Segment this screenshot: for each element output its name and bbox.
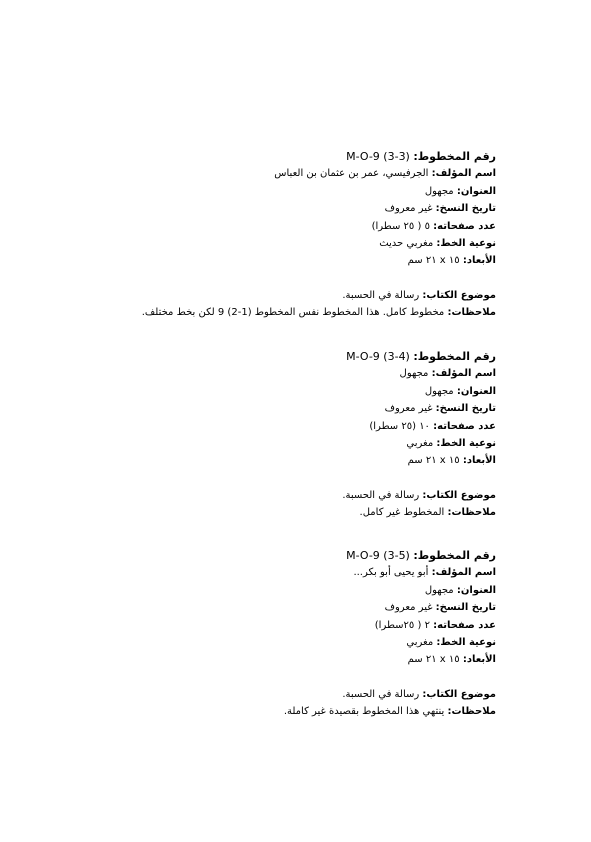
subject-label: موضوع الكتاب: xyxy=(422,289,496,301)
manuscript-record-1 xyxy=(76,148,496,322)
script-type-row xyxy=(76,435,496,452)
script-type-value: مغربي حديث xyxy=(379,238,434,250)
subject-value: رسالة في الحسبة. xyxy=(342,289,420,301)
notes-label: ملاحظات: xyxy=(447,507,496,519)
title-row xyxy=(76,582,496,599)
script-type-row xyxy=(76,235,496,252)
dimensions-label: الأبعاد: xyxy=(462,255,496,267)
subject-row xyxy=(76,487,496,504)
notes-row xyxy=(76,504,496,521)
subject-value: رسالة في الحسبة. xyxy=(342,688,420,700)
script-type-value: مغربي xyxy=(406,637,434,649)
title-value: مجهول xyxy=(424,185,454,197)
notes-value: ينتهي هذا المخطوط بقصيدة غير كاملة. xyxy=(283,706,445,718)
copy-date-value: غير معروف xyxy=(384,403,433,415)
manuscript-record-2 xyxy=(76,348,496,522)
author-value: مجهول xyxy=(399,368,429,380)
dimensions-value: ١٥ x ٢١ سم xyxy=(407,654,460,666)
title-value: مجهول xyxy=(424,584,454,596)
title-row xyxy=(76,383,496,400)
dimensions-row xyxy=(76,452,496,469)
title-value: مجهول xyxy=(424,385,454,397)
script-type-label: نوعية الخط: xyxy=(436,637,496,649)
dimensions-row xyxy=(76,252,496,269)
author-label: اسم المؤلف: xyxy=(431,168,496,180)
copy-date-label: تاريخ النسخ: xyxy=(435,403,496,415)
notes-label: ملاحظات: xyxy=(447,706,496,718)
notes-value: المخطوط غير كامل. xyxy=(359,507,445,519)
dimensions-row xyxy=(76,651,496,668)
title-row xyxy=(76,183,496,200)
script-type-label: نوعية الخط: xyxy=(436,238,496,250)
manuscript-number-row xyxy=(76,148,496,165)
author-value: أبو يحيى أبو بكر... xyxy=(353,567,429,579)
manuscript-number-row xyxy=(76,547,496,564)
notes-row xyxy=(76,304,496,321)
subject-row xyxy=(76,686,496,703)
pages-value: ٢ ( ٢٥سطرا) xyxy=(374,619,430,631)
title-label: العنوان: xyxy=(456,385,496,397)
pages-label: عدد صفحاته: xyxy=(433,220,496,232)
pages-value: ١٠ (٢٥ سطرا) xyxy=(369,420,430,432)
manuscript-number-label: رقم المخطوط: xyxy=(413,350,496,363)
pages-row xyxy=(76,617,496,634)
notes-row xyxy=(76,703,496,720)
script-type-label: نوعية الخط: xyxy=(436,438,496,450)
author-row xyxy=(76,365,496,382)
dimensions-value: ١٥ x ٢١ سم xyxy=(407,255,460,267)
title-label: العنوان: xyxy=(456,584,496,596)
manuscript-number-value: M-O-9 (3-3) xyxy=(346,150,410,163)
manuscript-number-label: رقم المخطوط: xyxy=(413,549,496,562)
copy-date-label: تاريخ النسخ: xyxy=(435,602,496,614)
copy-date-row xyxy=(76,200,496,217)
manuscript-record-3 xyxy=(76,547,496,721)
copy-date-label: تاريخ النسخ: xyxy=(435,203,496,215)
author-row xyxy=(76,165,496,182)
subject-label: موضوع الكتاب: xyxy=(422,688,496,700)
author-value: الجرفيسي، عمر بن عثمان بن العباس xyxy=(274,168,429,180)
notes-label: ملاحظات: xyxy=(447,307,496,319)
script-type-value: مغربي xyxy=(406,438,434,450)
copy-date-value: غير معروف xyxy=(384,203,433,215)
pages-row xyxy=(76,418,496,435)
manuscript-number-label: رقم المخطوط: xyxy=(413,150,496,163)
notes-value: مخطوط كامل. هذا المخطوط نفس المخطوط (1-2) 9 لكن بخط مختلف. xyxy=(141,307,445,319)
copy-date-value: غير معروف xyxy=(384,602,433,614)
author-label: اسم المؤلف: xyxy=(431,368,496,380)
dimensions-value: ١٥ x ٢١ سم xyxy=(407,455,460,467)
script-type-row xyxy=(76,634,496,651)
pages-label: عدد صفحاته: xyxy=(433,420,496,432)
author-row xyxy=(76,564,496,581)
pages-label: عدد صفحاته: xyxy=(433,619,496,631)
dimensions-label: الأبعاد: xyxy=(462,455,496,467)
author-label: اسم المؤلف: xyxy=(431,567,496,579)
manuscript-number-value: M-O-9 (3-4) xyxy=(346,350,410,363)
manuscript-number-value: M-O-9 (3-5) xyxy=(346,549,410,562)
copy-date-row xyxy=(76,599,496,616)
title-label: العنوان: xyxy=(456,185,496,197)
subject-row xyxy=(76,287,496,304)
pages-value: ٥ ( ٢٥ سطرا) xyxy=(371,220,430,232)
pages-row xyxy=(76,218,496,235)
copy-date-row xyxy=(76,400,496,417)
subject-value: رسالة في الحسبة. xyxy=(342,489,420,501)
dimensions-label: الأبعاد: xyxy=(462,654,496,666)
subject-label: موضوع الكتاب: xyxy=(422,489,496,501)
manuscript-number-row xyxy=(76,348,496,365)
